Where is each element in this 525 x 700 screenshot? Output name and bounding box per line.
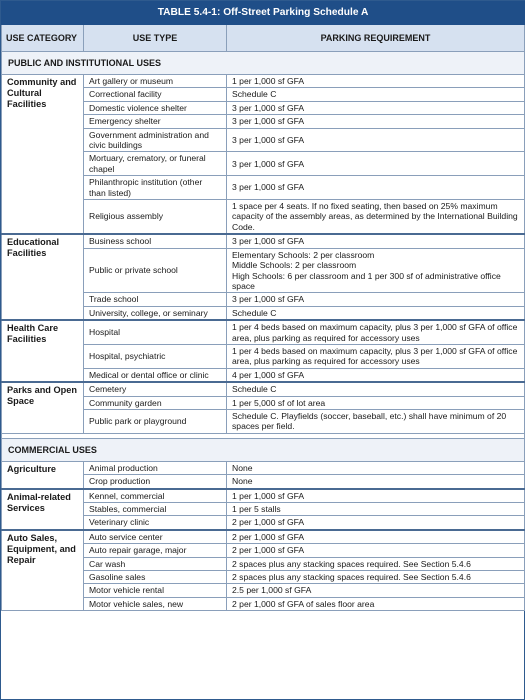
use-type-cell: Hospital, psychiatric [84, 344, 227, 368]
section-title: PUBLIC AND INSTITUTIONAL USES [2, 52, 525, 75]
parking-requirement-cell: 2 per 1,000 sf GFA [227, 544, 525, 557]
parking-requirement-cell: 4 per 1,000 sf GFA [227, 368, 525, 382]
parking-requirement-cell: 2 per 1,000 sf GFA of sales floor area [227, 597, 525, 610]
table-title-row [2, 2, 525, 25]
parking-requirement-cell: 2 spaces plus any stacking spaces required. See Section 5.4.6 [227, 557, 525, 570]
parking-requirement-cell: 3 per 1,000 sf GFA [227, 101, 525, 114]
parking-requirement-cell: 1 per 4 beds based on maximum capacity, plus 3 per 1,000 sf GFA of office area, plus parking as required for accessory uses [227, 344, 525, 368]
use-category-cell: Health Care Facilities [2, 320, 84, 382]
use-type-cell: Trade school [84, 293, 227, 306]
use-category-cell: Parks and Open Space [2, 382, 84, 433]
parking-requirement-cell: 2 spaces plus any stacking spaces required. See Section 5.4.6 [227, 571, 525, 584]
parking-requirement-cell: 1 per 1,000 sf GFA [227, 75, 525, 88]
use-type-cell: Auto service center [84, 530, 227, 544]
table-title: TABLE 5.4-1: Off-Street Parking Schedule A [2, 2, 525, 25]
use-type-cell: Motor vehicle rental [84, 584, 227, 597]
use-type-cell: Cemetery [84, 382, 227, 396]
section-title: COMMERCIAL USES [2, 438, 525, 461]
parking-requirement-cell: Schedule C [227, 306, 525, 320]
use-category-cell: Animal-related Services [2, 489, 84, 530]
use-type-cell: Animal production [84, 461, 227, 474]
table-row [2, 234, 525, 248]
use-type-cell: Government administration and civic buildings [84, 128, 227, 152]
use-type-cell: Public or private school [84, 248, 227, 293]
parking-requirement-cell: Schedule C [227, 382, 525, 396]
use-category-cell: Auto Sales, Equipment, and Repair [2, 530, 84, 611]
use-type-cell: Auto repair garage, major [84, 544, 227, 557]
use-category-cell: Community and Cultural Facilities [2, 75, 84, 235]
use-type-cell: Business school [84, 234, 227, 248]
use-type-cell: Medical or dental office or clinic [84, 368, 227, 382]
table-header-row [2, 25, 525, 52]
table-row [2, 75, 525, 88]
use-type-cell: Philanthropic institution (other than listed) [84, 176, 227, 200]
requirement-line: High Schools: 6 per classroom and 1 per 300 sf of administrative office space [232, 270, 501, 291]
section-header-row [2, 438, 525, 461]
use-type-cell: University, college, or seminary [84, 306, 227, 320]
column-header-parking-requirement: PARKING REQUIREMENT [227, 25, 525, 52]
parking-requirement-cell: 3 per 1,000 sf GFA [227, 293, 525, 306]
table-row [2, 320, 525, 344]
parking-requirement-cell: Schedule C [227, 88, 525, 101]
column-header-use-type: USE TYPE [84, 25, 227, 52]
parking-requirement-cell: 1 per 5,000 sf of lot area [227, 396, 525, 409]
use-type-cell: Hospital [84, 320, 227, 344]
parking-requirement-cell [227, 248, 525, 293]
section-header-row [2, 52, 525, 75]
parking-requirement-cell: 3 per 1,000 sf GFA [227, 234, 525, 248]
parking-requirement-cell: 1 per 1,000 sf GFA [227, 489, 525, 503]
requirement-line: Middle Schools: 2 per classroom [232, 260, 357, 271]
parking-requirement-cell: 3 per 1,000 sf GFA [227, 152, 525, 176]
use-type-cell: Public park or playground [84, 409, 227, 433]
use-type-cell: Mortuary, crematory, or funeral chapel [84, 152, 227, 176]
use-type-cell: Art gallery or museum [84, 75, 227, 88]
column-header-use-category: USE CATEGORY [2, 25, 84, 52]
parking-requirement-cell: 3 per 1,000 sf GFA [227, 176, 525, 200]
parking-requirement-cell: 2.5 per 1,000 sf GFA [227, 584, 525, 597]
table-row [2, 530, 525, 544]
parking-requirement-cell: 3 per 1,000 sf GFA [227, 115, 525, 128]
table-row [2, 461, 525, 474]
use-type-cell: Emergency shelter [84, 115, 227, 128]
requirement-line: Elementary Schools: 2 per classroom [232, 249, 375, 260]
use-type-cell: Veterinary clinic [84, 516, 227, 530]
use-type-cell: Domestic violence shelter [84, 101, 227, 114]
parking-requirement-cell: 3 per 1,000 sf GFA [227, 128, 525, 152]
parking-requirement-cell: 2 per 1,000 sf GFA [227, 516, 525, 530]
parking-requirement-cell: None [227, 475, 525, 489]
use-type-cell: Stables, commercial [84, 503, 227, 516]
use-type-cell: Motor vehicle sales, new [84, 597, 227, 610]
use-type-cell: Car wash [84, 557, 227, 570]
parking-schedule-table [1, 1, 525, 611]
use-type-cell: Kennel, commercial [84, 489, 227, 503]
use-category-cell: Agriculture [2, 461, 84, 488]
use-category-cell: Educational Facilities [2, 234, 84, 320]
use-type-cell: Correctional facility [84, 88, 227, 101]
use-type-cell: Community garden [84, 396, 227, 409]
table-row [2, 382, 525, 396]
parking-requirement-cell: 1 space per 4 seats. If no fixed seating, then based on 25% maximum capacity of the assembly areas, as determined by the International Building Code. [227, 200, 525, 235]
use-type-cell: Gasoline sales [84, 571, 227, 584]
table-body [2, 52, 525, 611]
parking-requirement-cell: 2 per 1,000 sf GFA [227, 530, 525, 544]
parking-requirement-cell: Schedule C. Playfields (soccer, baseball, etc.) shall have minimum of 20 spaces per field. [227, 409, 525, 433]
table-row [2, 489, 525, 503]
parking-requirement-cell: 1 per 4 beds based on maximum capacity, plus 3 per 1,000 sf GFA of office area, plus parking as required for accessory uses [227, 320, 525, 344]
parking-requirement-cell: None [227, 461, 525, 474]
use-type-cell: Crop production [84, 475, 227, 489]
parking-requirement-cell: 1 per 5 stalls [227, 503, 525, 516]
use-type-cell: Religious assembly [84, 200, 227, 235]
